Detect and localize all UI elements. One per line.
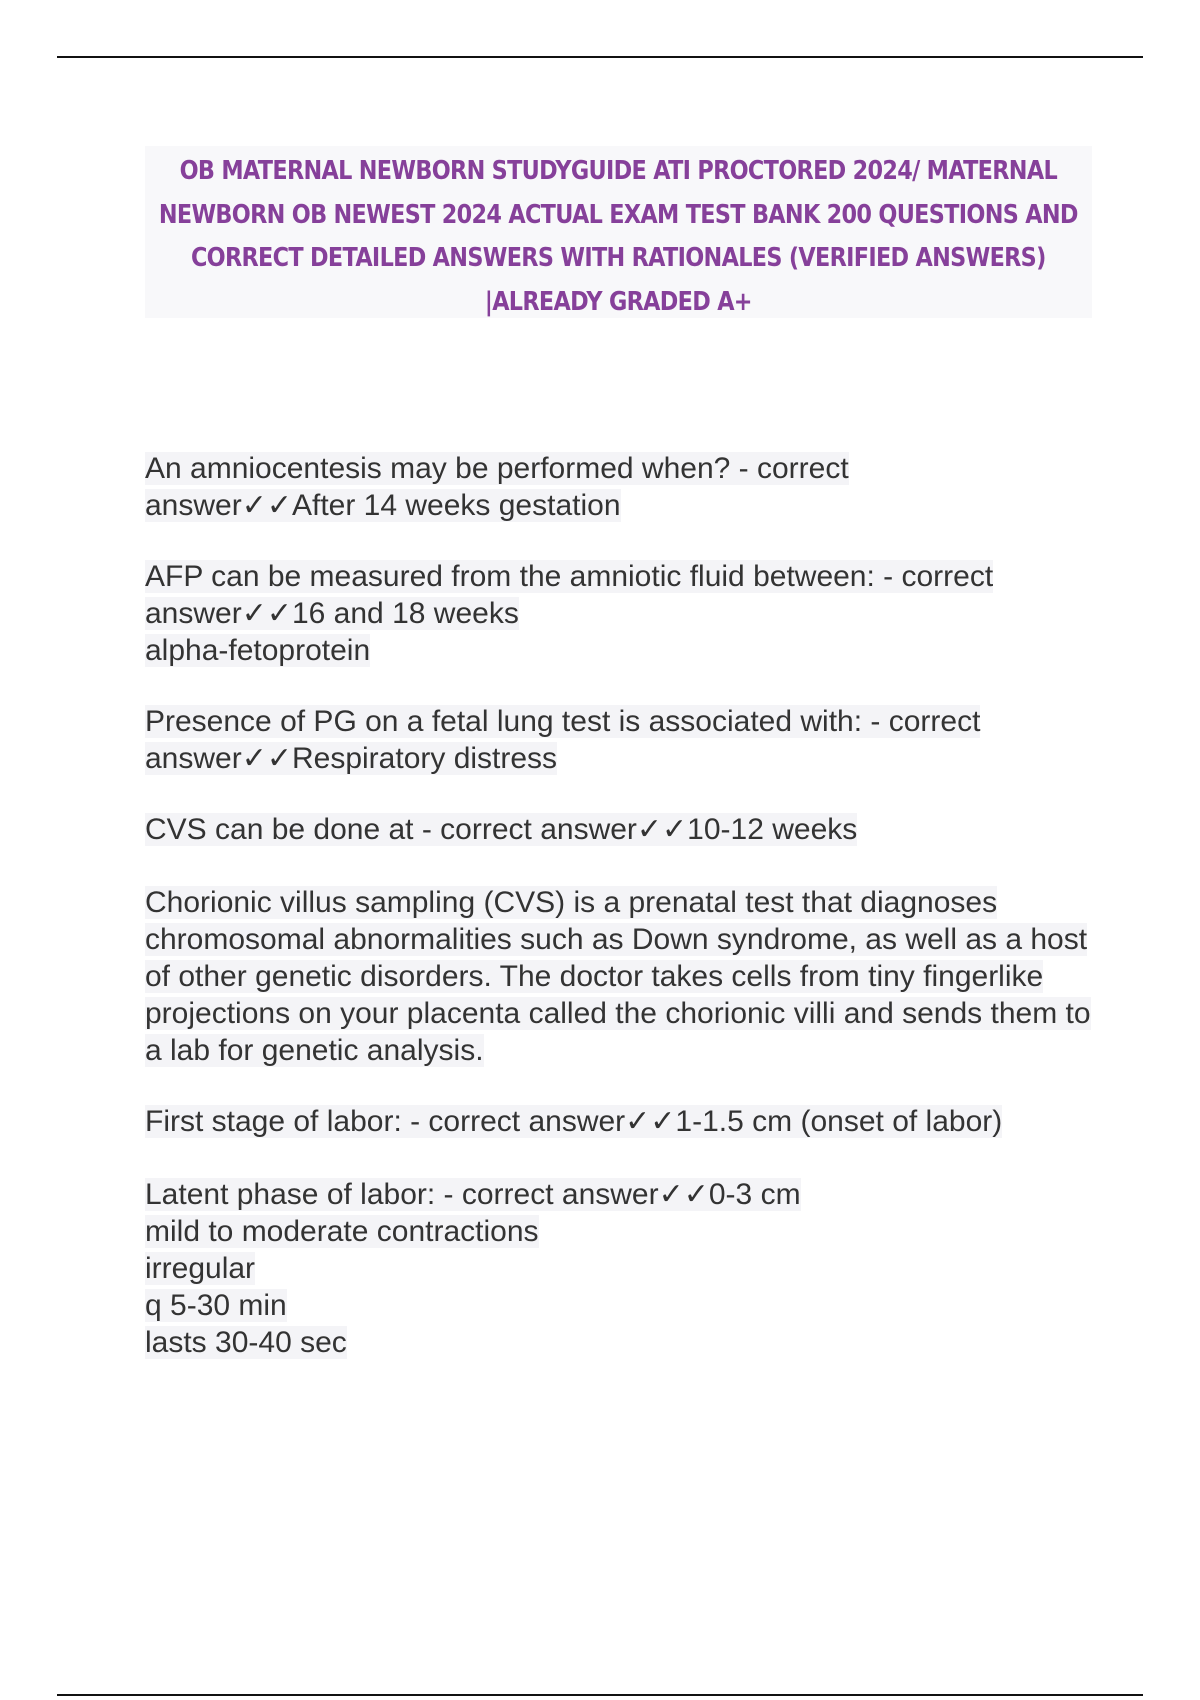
detail-text: irregular xyxy=(145,1252,256,1285)
answer-text: answer✓✓Respiratory distress xyxy=(145,742,558,775)
bottom-rule xyxy=(57,1694,1143,1696)
document-title-block xyxy=(145,146,1092,318)
top-rule xyxy=(57,56,1143,58)
question-text: CVS can be done at - correct answer✓✓10-12 weeks xyxy=(145,813,858,846)
cvs-explanation xyxy=(145,884,1100,1069)
question-text: First stage of labor: - correct answer✓✓1-1.5 cm (onset of labor) xyxy=(145,1105,1003,1138)
qa-item-cvs-timing xyxy=(145,811,1100,848)
explanation-paragraph: Chorionic villus sampling (CVS) is a prenatal test that diagnoses chromosomal abnormalities such as Down syndrome, as well as a host of other genetic disorders. The doctor takes cells from tiny fingerlike projections on your placenta called the chorionic villi and sends them to a lab for genetic analysis. xyxy=(145,886,1091,1067)
answer-text: answer✓✓After 14 weeks gestation xyxy=(145,489,621,522)
question-text: AFP can be measured from the amniotic fluid between: - correct xyxy=(145,560,994,593)
qa-item-amniocentesis xyxy=(145,450,1100,524)
qa-item-first-stage-labor xyxy=(145,1103,1100,1140)
answer-text: answer✓✓16 and 18 weeks xyxy=(145,597,519,630)
qa-item-latent-phase xyxy=(145,1176,1100,1361)
rationale-text: alpha-fetoprotein xyxy=(145,634,371,667)
question-text: Latent phase of labor: - correct answer✓✓0-3 cm xyxy=(145,1178,801,1211)
question-text: An amniocentesis may be performed when? - correct xyxy=(145,452,849,485)
detail-text: lasts 30-40 sec xyxy=(145,1326,347,1359)
qa-item-pg-fetal-lung xyxy=(145,703,1100,777)
qa-item-afp xyxy=(145,558,1100,669)
qa-content xyxy=(145,450,1100,1395)
detail-text: mild to moderate contractions xyxy=(145,1215,539,1248)
document-title: OB MATERNAL NEWBORN STUDYGUIDE ATI PROCTORED 2024/ MATERNAL NEWBORN OB NEWEST 2024 ACTUAL EXAM TEST BANK 200 QUESTIONS AND CORRECT DETAILED ANSWERS WITH RATIONALES (VERIFIED ANSWERS) |ALREADY GRADED A+ xyxy=(159,156,1078,317)
question-text: Presence of PG on a fetal lung test is associated with: - correct xyxy=(145,705,981,738)
detail-text: q 5-30 min xyxy=(145,1289,287,1322)
